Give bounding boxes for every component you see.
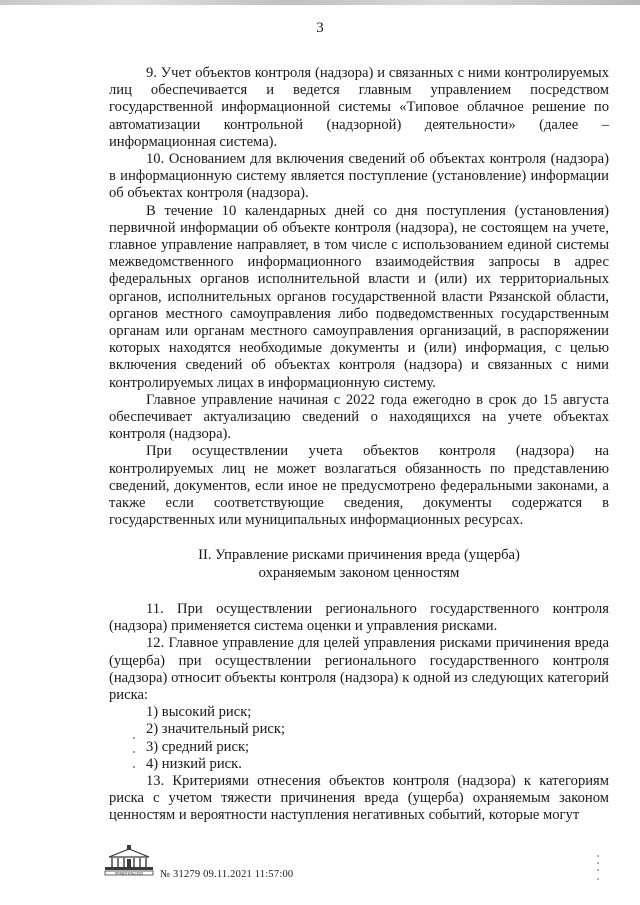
paragraph-11: 11. При осуществлении регионального государственного контроля (надзора) применяется система оценки и управления рисками. <box>109 600 609 635</box>
section-heading-line-2: охраняемым законом ценностям <box>258 564 460 581</box>
government-building-emblem <box>103 845 155 879</box>
document-body <box>109 65 609 825</box>
paragraph-9: 9. Учет объектов контроля (надзора) и связанных с ними контролируемых лиц обеспечивается и ведется главным управлением посредством государственной информационной системы «Типовое облачное решение по автоматизации контрольной (надзорной) деятельности» (далее – информационная система). <box>109 65 609 150</box>
registration-stamp: № 31279 09.11.2021 11:57:00 <box>160 869 294 880</box>
paragraph-10-update: Главное управление начиная с 2022 года ежегодно в срок до 15 августа обеспечивает актуализацию сведений о находящихся на учете объектах контроля (надзора). <box>109 391 609 443</box>
paragraph-10-requests: В течение 10 календарных дней со дня поступления (установления) первичной информации об объекте контроля (надзора), не состоящем на учете, главное управление направляет, в том числе с использованием единой системы межведомственного информационного взаимодействия запросы в адрес федеральных органов исполнительной власти и (или) их территориальных органов, исполнительных органов государственной власти Рязанской области, органов местного самоуправления либо подведомственных государственным органам или органам местного самоуправления организаций, в распоряжении которых находятся необходимые документы и (или) информация, с целью включения сведений об объектах контроля (надзора) и связанных с ними контролируемых лицах в информационную систему. <box>109 202 609 391</box>
risk-category-significant: 2) значительный риск; <box>146 721 286 738</box>
paragraph-13: 13. Критериями отнесения объектов контроля (надзора) к категориям риска с учетом тяжести причинения вреда (ущерба) охраняемым законом ценностям и вероятности наступления негативных событий, которые могут <box>109 772 609 824</box>
scan-edge-artifact <box>0 0 640 5</box>
risk-category-medium: 3) средний риск; <box>146 738 250 755</box>
margin-mark-left <box>131 734 137 774</box>
paragraph-10: 10. Основанием для включения сведений об объектах контроля (надзора) в информационную систему является поступление (установление) информации об объектах контроля (надзора). <box>109 151 609 202</box>
page-number: 3 <box>316 20 324 36</box>
section-heading-line-1: II. Управление рисками причинения вреда (ущерба) <box>198 547 520 564</box>
section-heading <box>109 547 609 581</box>
margin-mark-right <box>596 853 600 883</box>
risk-category-low: 4) низкий риск. <box>146 755 242 772</box>
risk-category-high: 1) высокий риск; <box>146 704 252 721</box>
paragraph-10-obligations: При осуществлении учета объектов контроля (надзора) на контролируемых лиц не может возлагаться обязанность по представлению сведений, документов, если иное не предусмотрено федеральными законами, а также если соответствующие сведения, документы содержатся в государственных или муниципальных информационных ресурсах. <box>109 443 609 529</box>
paragraph-12: 12. Главное управление для целей управления рисками причинения вреда (ущерба) при осуществлении регионального государственного контроля (надзора) относит объекты контроля (надзора) к одной из следующих категорий риска: <box>109 635 609 703</box>
emblem-caption: ПРАВИТЕЛЬСТВО <box>114 871 144 876</box>
